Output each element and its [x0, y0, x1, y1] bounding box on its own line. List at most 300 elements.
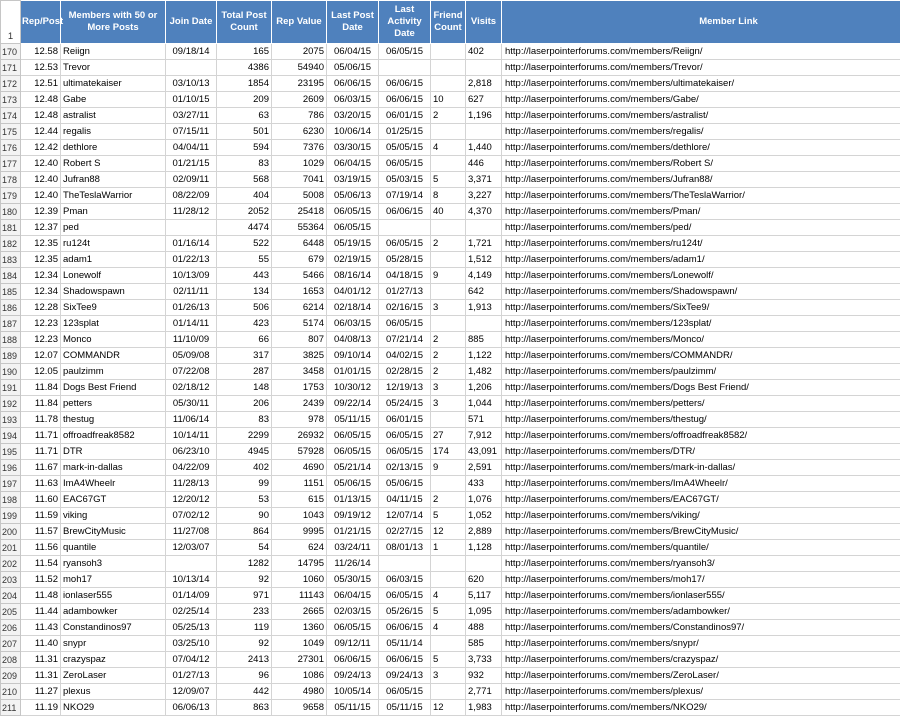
- friend-count-cell[interactable]: 3: [431, 300, 466, 316]
- friend-count-cell[interactable]: 5: [431, 172, 466, 188]
- total-posts-cell[interactable]: 209: [217, 92, 272, 108]
- member-link-cell[interactable]: http://laserpointerforums.com/members/Jufran88/: [502, 172, 900, 188]
- rep-value-cell[interactable]: 7376: [272, 140, 327, 156]
- last-activity-cell[interactable]: 06/06/15: [379, 92, 431, 108]
- join-date-cell[interactable]: 03/10/13: [166, 76, 217, 92]
- last-post-cell[interactable]: 02/19/15: [327, 252, 379, 268]
- visits-cell[interactable]: 1,095: [466, 604, 502, 620]
- last-activity-cell[interactable]: 12/19/13: [379, 380, 431, 396]
- total-posts-cell[interactable]: 4474: [217, 220, 272, 236]
- total-posts-cell[interactable]: 287: [217, 364, 272, 380]
- join-date-cell[interactable]: 01/26/13: [166, 300, 217, 316]
- last-post-cell[interactable]: 03/19/15: [327, 172, 379, 188]
- member-name-cell[interactable]: adam1: [61, 252, 166, 268]
- friend-count-cell[interactable]: 12: [431, 524, 466, 540]
- row-number[interactable]: 185: [1, 284, 21, 300]
- visits-cell[interactable]: 7,912: [466, 428, 502, 444]
- total-posts-cell[interactable]: 90: [217, 508, 272, 524]
- total-posts-cell[interactable]: 442: [217, 684, 272, 700]
- join-date-cell[interactable]: 07/22/08: [166, 364, 217, 380]
- rep-value-cell[interactable]: 786: [272, 108, 327, 124]
- member-name-cell[interactable]: thestug: [61, 412, 166, 428]
- member-link-cell[interactable]: http://laserpointerforums.com/members/ZeroLaser/: [502, 668, 900, 684]
- visits-cell[interactable]: 1,983: [466, 700, 502, 716]
- last-post-cell[interactable]: 05/30/15: [327, 572, 379, 588]
- friend-count-cell[interactable]: 40: [431, 204, 466, 220]
- last-post-cell[interactable]: 01/13/15: [327, 492, 379, 508]
- member-name-cell[interactable]: ru124t: [61, 236, 166, 252]
- last-post-cell[interactable]: 09/12/11: [327, 636, 379, 652]
- member-link-cell[interactable]: http://laserpointerforums.com/members/quantile/: [502, 540, 900, 556]
- row-number[interactable]: 189: [1, 348, 21, 364]
- last-activity-cell[interactable]: [379, 60, 431, 76]
- rep-value-cell[interactable]: 3458: [272, 364, 327, 380]
- member-link-cell[interactable]: http://laserpointerforums.com/members/dethlore/: [502, 140, 900, 156]
- join-date-cell[interactable]: 05/09/08: [166, 348, 217, 364]
- col-header-total-posts[interactable]: Total Post Count: [217, 1, 272, 44]
- row-number[interactable]: 202: [1, 556, 21, 572]
- rep-value-cell[interactable]: 1653: [272, 284, 327, 300]
- last-post-cell[interactable]: 05/11/15: [327, 700, 379, 716]
- member-link-cell[interactable]: http://laserpointerforums.com/members/adambowker/: [502, 604, 900, 620]
- join-date-cell[interactable]: 07/02/12: [166, 508, 217, 524]
- col-header-join-date[interactable]: Join Date: [166, 1, 217, 44]
- row-number[interactable]: 184: [1, 268, 21, 284]
- rep-post-cell[interactable]: 12.53: [21, 60, 61, 76]
- member-link-cell[interactable]: http://laserpointerforums.com/members/Lonewolf/: [502, 268, 900, 284]
- member-name-cell[interactable]: ultimatekaiser: [61, 76, 166, 92]
- rep-post-cell[interactable]: 11.84: [21, 380, 61, 396]
- member-name-cell[interactable]: mark-in-dallas: [61, 460, 166, 476]
- member-link-cell[interactable]: http://laserpointerforums.com/members/petters/: [502, 396, 900, 412]
- member-name-cell[interactable]: Constandinos97: [61, 620, 166, 636]
- member-link-cell[interactable]: http://laserpointerforums.com/members/Pman/: [502, 204, 900, 220]
- rep-value-cell[interactable]: 2665: [272, 604, 327, 620]
- visits-cell[interactable]: 4,370: [466, 204, 502, 220]
- join-date-cell[interactable]: 07/15/11: [166, 124, 217, 140]
- total-posts-cell[interactable]: 63: [217, 108, 272, 124]
- friend-count-cell[interactable]: [431, 636, 466, 652]
- friend-count-cell[interactable]: [431, 76, 466, 92]
- rep-value-cell[interactable]: 4690: [272, 460, 327, 476]
- rep-value-cell[interactable]: 1060: [272, 572, 327, 588]
- rep-value-cell[interactable]: 3825: [272, 348, 327, 364]
- rep-value-cell[interactable]: 2075: [272, 44, 327, 60]
- visits-cell[interactable]: [466, 556, 502, 572]
- total-posts-cell[interactable]: 66: [217, 332, 272, 348]
- friend-count-cell[interactable]: 2: [431, 364, 466, 380]
- member-name-cell[interactable]: ImA4Wheelr: [61, 476, 166, 492]
- rep-value-cell[interactable]: 679: [272, 252, 327, 268]
- row-number[interactable]: 208: [1, 652, 21, 668]
- rep-post-cell[interactable]: 12.05: [21, 364, 61, 380]
- visits-cell[interactable]: [466, 60, 502, 76]
- friend-count-cell[interactable]: [431, 316, 466, 332]
- friend-count-cell[interactable]: 174: [431, 444, 466, 460]
- last-activity-cell[interactable]: 06/03/15: [379, 572, 431, 588]
- join-date-cell[interactable]: 01/14/11: [166, 316, 217, 332]
- rep-value-cell[interactable]: 14795: [272, 556, 327, 572]
- join-date-cell[interactable]: 01/14/09: [166, 588, 217, 604]
- visits-cell[interactable]: 2,771: [466, 684, 502, 700]
- last-post-cell[interactable]: 10/05/14: [327, 684, 379, 700]
- visits-cell[interactable]: 446: [466, 156, 502, 172]
- last-activity-cell[interactable]: 02/28/15: [379, 364, 431, 380]
- row-number[interactable]: 197: [1, 476, 21, 492]
- member-link-cell[interactable]: http://laserpointerforums.com/members/viking/: [502, 508, 900, 524]
- member-link-cell[interactable]: http://laserpointerforums.com/members/astralist/: [502, 108, 900, 124]
- friend-count-cell[interactable]: [431, 284, 466, 300]
- member-name-cell[interactable]: quantile: [61, 540, 166, 556]
- last-activity-cell[interactable]: 06/05/15: [379, 588, 431, 604]
- friend-count-cell[interactable]: 3: [431, 380, 466, 396]
- join-date-cell[interactable]: [166, 556, 217, 572]
- total-posts-cell[interactable]: 83: [217, 156, 272, 172]
- join-date-cell[interactable]: 06/06/13: [166, 700, 217, 716]
- rep-value-cell[interactable]: 2439: [272, 396, 327, 412]
- rep-value-cell[interactable]: 1049: [272, 636, 327, 652]
- join-date-cell[interactable]: 02/25/14: [166, 604, 217, 620]
- last-post-cell[interactable]: 09/10/14: [327, 348, 379, 364]
- member-link-cell[interactable]: http://laserpointerforums.com/members/ru124t/: [502, 236, 900, 252]
- friend-count-cell[interactable]: [431, 412, 466, 428]
- rep-value-cell[interactable]: 1151: [272, 476, 327, 492]
- member-link-cell[interactable]: http://laserpointerforums.com/members/Trevor/: [502, 60, 900, 76]
- visits-cell[interactable]: 1,122: [466, 348, 502, 364]
- rep-value-cell[interactable]: 2609: [272, 92, 327, 108]
- visits-cell[interactable]: [466, 316, 502, 332]
- rep-value-cell[interactable]: 9658: [272, 700, 327, 716]
- rep-post-cell[interactable]: 12.28: [21, 300, 61, 316]
- friend-count-cell[interactable]: 4: [431, 588, 466, 604]
- rep-value-cell[interactable]: 5466: [272, 268, 327, 284]
- visits-cell[interactable]: 3,227: [466, 188, 502, 204]
- col-header-visits[interactable]: Visits: [466, 1, 502, 44]
- visits-cell[interactable]: 1,206: [466, 380, 502, 396]
- row-number[interactable]: 199: [1, 508, 21, 524]
- rep-post-cell[interactable]: 12.51: [21, 76, 61, 92]
- join-date-cell[interactable]: 01/21/15: [166, 156, 217, 172]
- last-post-cell[interactable]: 06/05/15: [327, 444, 379, 460]
- member-name-cell[interactable]: ionlaser555: [61, 588, 166, 604]
- row-number[interactable]: 186: [1, 300, 21, 316]
- friend-count-cell[interactable]: 4: [431, 620, 466, 636]
- last-activity-cell[interactable]: 04/11/15: [379, 492, 431, 508]
- member-name-cell[interactable]: plexus: [61, 684, 166, 700]
- join-date-cell[interactable]: [166, 60, 217, 76]
- row-number-header[interactable]: 1: [1, 1, 21, 44]
- member-link-cell[interactable]: http://laserpointerforums.com/members/TheTeslaWarrior/: [502, 188, 900, 204]
- join-date-cell[interactable]: 02/11/11: [166, 284, 217, 300]
- row-number[interactable]: 196: [1, 460, 21, 476]
- last-activity-cell[interactable]: 06/01/15: [379, 412, 431, 428]
- friend-count-cell[interactable]: [431, 60, 466, 76]
- member-name-cell[interactable]: Trevor: [61, 60, 166, 76]
- last-post-cell[interactable]: 05/06/13: [327, 188, 379, 204]
- friend-count-cell[interactable]: [431, 476, 466, 492]
- friend-count-cell[interactable]: 2: [431, 348, 466, 364]
- friend-count-cell[interactable]: 2: [431, 492, 466, 508]
- friend-count-cell[interactable]: [431, 684, 466, 700]
- last-post-cell[interactable]: 06/06/15: [327, 652, 379, 668]
- last-activity-cell[interactable]: 02/16/15: [379, 300, 431, 316]
- last-activity-cell[interactable]: 04/18/15: [379, 268, 431, 284]
- friend-count-cell[interactable]: 12: [431, 700, 466, 716]
- member-link-cell[interactable]: http://laserpointerforums.com/members/Monco/: [502, 332, 900, 348]
- join-date-cell[interactable]: 11/10/09: [166, 332, 217, 348]
- last-post-cell[interactable]: 05/19/15: [327, 236, 379, 252]
- join-date-cell[interactable]: 05/30/11: [166, 396, 217, 412]
- rep-post-cell[interactable]: 12.40: [21, 156, 61, 172]
- last-activity-cell[interactable]: 06/05/15: [379, 316, 431, 332]
- last-post-cell[interactable]: 06/04/15: [327, 156, 379, 172]
- member-name-cell[interactable]: Shadowspawn: [61, 284, 166, 300]
- member-link-cell[interactable]: http://laserpointerforums.com/members/Reiign/: [502, 44, 900, 60]
- rep-value-cell[interactable]: 1086: [272, 668, 327, 684]
- rep-value-cell[interactable]: 11143: [272, 588, 327, 604]
- row-number[interactable]: 201: [1, 540, 21, 556]
- join-date-cell[interactable]: 05/25/13: [166, 620, 217, 636]
- join-date-cell[interactable]: 08/22/09: [166, 188, 217, 204]
- total-posts-cell[interactable]: 119: [217, 620, 272, 636]
- total-posts-cell[interactable]: 501: [217, 124, 272, 140]
- last-post-cell[interactable]: 03/20/15: [327, 108, 379, 124]
- visits-cell[interactable]: 1,482: [466, 364, 502, 380]
- rep-post-cell[interactable]: 11.19: [21, 700, 61, 716]
- last-post-cell[interactable]: 08/16/14: [327, 268, 379, 284]
- member-link-cell[interactable]: http://laserpointerforums.com/members/123splat/: [502, 316, 900, 332]
- member-link-cell[interactable]: http://laserpointerforums.com/members/adam1/: [502, 252, 900, 268]
- member-name-cell[interactable]: ped: [61, 220, 166, 236]
- rep-post-cell[interactable]: 12.40: [21, 172, 61, 188]
- join-date-cell[interactable]: 06/23/10: [166, 444, 217, 460]
- rep-post-cell[interactable]: 11.43: [21, 620, 61, 636]
- row-number[interactable]: 171: [1, 60, 21, 76]
- last-activity-cell[interactable]: 05/05/15: [379, 140, 431, 156]
- visits-cell[interactable]: 620: [466, 572, 502, 588]
- member-link-cell[interactable]: http://laserpointerforums.com/members/crazyspaz/: [502, 652, 900, 668]
- friend-count-cell[interactable]: [431, 252, 466, 268]
- rep-value-cell[interactable]: 6230: [272, 124, 327, 140]
- friend-count-cell[interactable]: 2: [431, 332, 466, 348]
- rep-post-cell[interactable]: 11.84: [21, 396, 61, 412]
- last-activity-cell[interactable]: 08/01/13: [379, 540, 431, 556]
- member-name-cell[interactable]: Pman: [61, 204, 166, 220]
- total-posts-cell[interactable]: 4386: [217, 60, 272, 76]
- join-date-cell[interactable]: 09/18/14: [166, 44, 217, 60]
- last-activity-cell[interactable]: 05/03/15: [379, 172, 431, 188]
- friend-count-cell[interactable]: 9: [431, 268, 466, 284]
- col-header-member-link[interactable]: Member Link: [502, 1, 900, 44]
- rep-value-cell[interactable]: 978: [272, 412, 327, 428]
- visits-cell[interactable]: 2,818: [466, 76, 502, 92]
- last-post-cell[interactable]: 06/04/15: [327, 588, 379, 604]
- member-link-cell[interactable]: http://laserpointerforums.com/members/DTR/: [502, 444, 900, 460]
- total-posts-cell[interactable]: 568: [217, 172, 272, 188]
- visits-cell[interactable]: 5,117: [466, 588, 502, 604]
- member-link-cell[interactable]: http://laserpointerforums.com/members/thestug/: [502, 412, 900, 428]
- rep-post-cell[interactable]: 12.23: [21, 316, 61, 332]
- friend-count-cell[interactable]: [431, 156, 466, 172]
- total-posts-cell[interactable]: 404: [217, 188, 272, 204]
- rep-value-cell[interactable]: 1360: [272, 620, 327, 636]
- last-post-cell[interactable]: 10/06/14: [327, 124, 379, 140]
- last-activity-cell[interactable]: [379, 220, 431, 236]
- total-posts-cell[interactable]: 506: [217, 300, 272, 316]
- last-post-cell[interactable]: 05/06/15: [327, 476, 379, 492]
- member-name-cell[interactable]: Jufran88: [61, 172, 166, 188]
- last-activity-cell[interactable]: 04/02/15: [379, 348, 431, 364]
- rep-post-cell[interactable]: 12.40: [21, 188, 61, 204]
- last-post-cell[interactable]: 05/21/14: [327, 460, 379, 476]
- visits-cell[interactable]: 3,371: [466, 172, 502, 188]
- rep-post-cell[interactable]: 12.07: [21, 348, 61, 364]
- row-number[interactable]: 173: [1, 92, 21, 108]
- member-name-cell[interactable]: NKO29: [61, 700, 166, 716]
- row-number[interactable]: 191: [1, 380, 21, 396]
- join-date-cell[interactable]: 12/09/07: [166, 684, 217, 700]
- join-date-cell[interactable]: 10/13/09: [166, 268, 217, 284]
- rep-post-cell[interactable]: 11.63: [21, 476, 61, 492]
- member-link-cell[interactable]: http://laserpointerforums.com/members/Shadowspawn/: [502, 284, 900, 300]
- total-posts-cell[interactable]: 233: [217, 604, 272, 620]
- row-number[interactable]: 193: [1, 412, 21, 428]
- row-number[interactable]: 174: [1, 108, 21, 124]
- join-date-cell[interactable]: 01/10/15: [166, 92, 217, 108]
- total-posts-cell[interactable]: 134: [217, 284, 272, 300]
- rep-value-cell[interactable]: 1753: [272, 380, 327, 396]
- rep-post-cell[interactable]: 11.59: [21, 508, 61, 524]
- visits-cell[interactable]: 885: [466, 332, 502, 348]
- row-number[interactable]: 175: [1, 124, 21, 140]
- member-name-cell[interactable]: petters: [61, 396, 166, 412]
- join-date-cell[interactable]: 02/09/11: [166, 172, 217, 188]
- last-post-cell[interactable]: 06/04/15: [327, 44, 379, 60]
- join-date-cell[interactable]: 03/25/10: [166, 636, 217, 652]
- visits-cell[interactable]: 2,889: [466, 524, 502, 540]
- friend-count-cell[interactable]: 9: [431, 460, 466, 476]
- total-posts-cell[interactable]: 54: [217, 540, 272, 556]
- col-header-last-activity[interactable]: Last Activity Date: [379, 1, 431, 44]
- member-name-cell[interactable]: regalis: [61, 124, 166, 140]
- last-post-cell[interactable]: 09/22/14: [327, 396, 379, 412]
- total-posts-cell[interactable]: 402: [217, 460, 272, 476]
- total-posts-cell[interactable]: 83: [217, 412, 272, 428]
- row-number[interactable]: 183: [1, 252, 21, 268]
- last-activity-cell[interactable]: 06/06/15: [379, 620, 431, 636]
- last-post-cell[interactable]: 06/05/15: [327, 620, 379, 636]
- join-date-cell[interactable]: 11/27/08: [166, 524, 217, 540]
- member-name-cell[interactable]: 123splat: [61, 316, 166, 332]
- rep-value-cell[interactable]: 5174: [272, 316, 327, 332]
- member-name-cell[interactable]: moh17: [61, 572, 166, 588]
- rep-post-cell[interactable]: 12.34: [21, 268, 61, 284]
- friend-count-cell[interactable]: [431, 572, 466, 588]
- visits-cell[interactable]: 1,512: [466, 252, 502, 268]
- visits-cell[interactable]: 642: [466, 284, 502, 300]
- rep-post-cell[interactable]: 11.52: [21, 572, 61, 588]
- rep-post-cell[interactable]: 11.54: [21, 556, 61, 572]
- visits-cell[interactable]: 1,913: [466, 300, 502, 316]
- rep-value-cell[interactable]: 7041: [272, 172, 327, 188]
- last-activity-cell[interactable]: 06/05/15: [379, 236, 431, 252]
- rep-post-cell[interactable]: 11.71: [21, 444, 61, 460]
- rep-post-cell[interactable]: 11.71: [21, 428, 61, 444]
- join-date-cell[interactable]: 04/04/11: [166, 140, 217, 156]
- total-posts-cell[interactable]: 99: [217, 476, 272, 492]
- row-number[interactable]: 195: [1, 444, 21, 460]
- col-header-friend-count[interactable]: Friend Count: [431, 1, 466, 44]
- visits-cell[interactable]: 1,052: [466, 508, 502, 524]
- rep-value-cell[interactable]: 6214: [272, 300, 327, 316]
- member-name-cell[interactable]: adambowker: [61, 604, 166, 620]
- last-post-cell[interactable]: 05/06/15: [327, 60, 379, 76]
- rep-value-cell[interactable]: 6448: [272, 236, 327, 252]
- friend-count-cell[interactable]: 3: [431, 396, 466, 412]
- last-post-cell[interactable]: 02/03/15: [327, 604, 379, 620]
- last-post-cell[interactable]: 03/30/15: [327, 140, 379, 156]
- row-number[interactable]: 207: [1, 636, 21, 652]
- member-link-cell[interactable]: http://laserpointerforums.com/members/NKO29/: [502, 700, 900, 716]
- visits-cell[interactable]: 402: [466, 44, 502, 60]
- total-posts-cell[interactable]: 4945: [217, 444, 272, 460]
- last-activity-cell[interactable]: 05/24/15: [379, 396, 431, 412]
- member-name-cell[interactable]: Monco: [61, 332, 166, 348]
- last-post-cell[interactable]: 01/01/15: [327, 364, 379, 380]
- join-date-cell[interactable]: 10/14/11: [166, 428, 217, 444]
- friend-count-cell[interactable]: 5: [431, 652, 466, 668]
- last-post-cell[interactable]: 09/19/12: [327, 508, 379, 524]
- row-number[interactable]: 203: [1, 572, 21, 588]
- member-link-cell[interactable]: http://laserpointerforums.com/members/Gabe/: [502, 92, 900, 108]
- row-number[interactable]: 170: [1, 44, 21, 60]
- row-number[interactable]: 190: [1, 364, 21, 380]
- rep-value-cell[interactable]: 807: [272, 332, 327, 348]
- rep-value-cell[interactable]: 624: [272, 540, 327, 556]
- rep-post-cell[interactable]: 12.37: [21, 220, 61, 236]
- member-link-cell[interactable]: http://laserpointerforums.com/members/mark-in-dallas/: [502, 460, 900, 476]
- friend-count-cell[interactable]: [431, 556, 466, 572]
- rep-post-cell[interactable]: 12.58: [21, 44, 61, 60]
- row-number[interactable]: 187: [1, 316, 21, 332]
- member-link-cell[interactable]: http://laserpointerforums.com/members/BrewCityMusic/: [502, 524, 900, 540]
- col-header-rep-value[interactable]: Rep Value: [272, 1, 327, 44]
- last-activity-cell[interactable]: 06/05/15: [379, 44, 431, 60]
- last-activity-cell[interactable]: 05/11/14: [379, 636, 431, 652]
- total-posts-cell[interactable]: 864: [217, 524, 272, 540]
- last-activity-cell[interactable]: 06/06/15: [379, 204, 431, 220]
- total-posts-cell[interactable]: 423: [217, 316, 272, 332]
- total-posts-cell[interactable]: 863: [217, 700, 272, 716]
- friend-count-cell[interactable]: 2: [431, 108, 466, 124]
- last-activity-cell[interactable]: 05/11/15: [379, 700, 431, 716]
- rep-value-cell[interactable]: 57928: [272, 444, 327, 460]
- total-posts-cell[interactable]: 594: [217, 140, 272, 156]
- join-date-cell[interactable]: 02/18/12: [166, 380, 217, 396]
- rep-value-cell[interactable]: 54940: [272, 60, 327, 76]
- total-posts-cell[interactable]: 165: [217, 44, 272, 60]
- rep-post-cell[interactable]: 12.48: [21, 92, 61, 108]
- visits-cell[interactable]: 4,149: [466, 268, 502, 284]
- member-name-cell[interactable]: dethlore: [61, 140, 166, 156]
- last-activity-cell[interactable]: 05/28/15: [379, 252, 431, 268]
- visits-cell[interactable]: 3,733: [466, 652, 502, 668]
- visits-cell[interactable]: 488: [466, 620, 502, 636]
- rep-value-cell[interactable]: 5008: [272, 188, 327, 204]
- member-link-cell[interactable]: http://laserpointerforums.com/members/Dogs Best Friend/: [502, 380, 900, 396]
- row-number[interactable]: 204: [1, 588, 21, 604]
- rep-value-cell[interactable]: 615: [272, 492, 327, 508]
